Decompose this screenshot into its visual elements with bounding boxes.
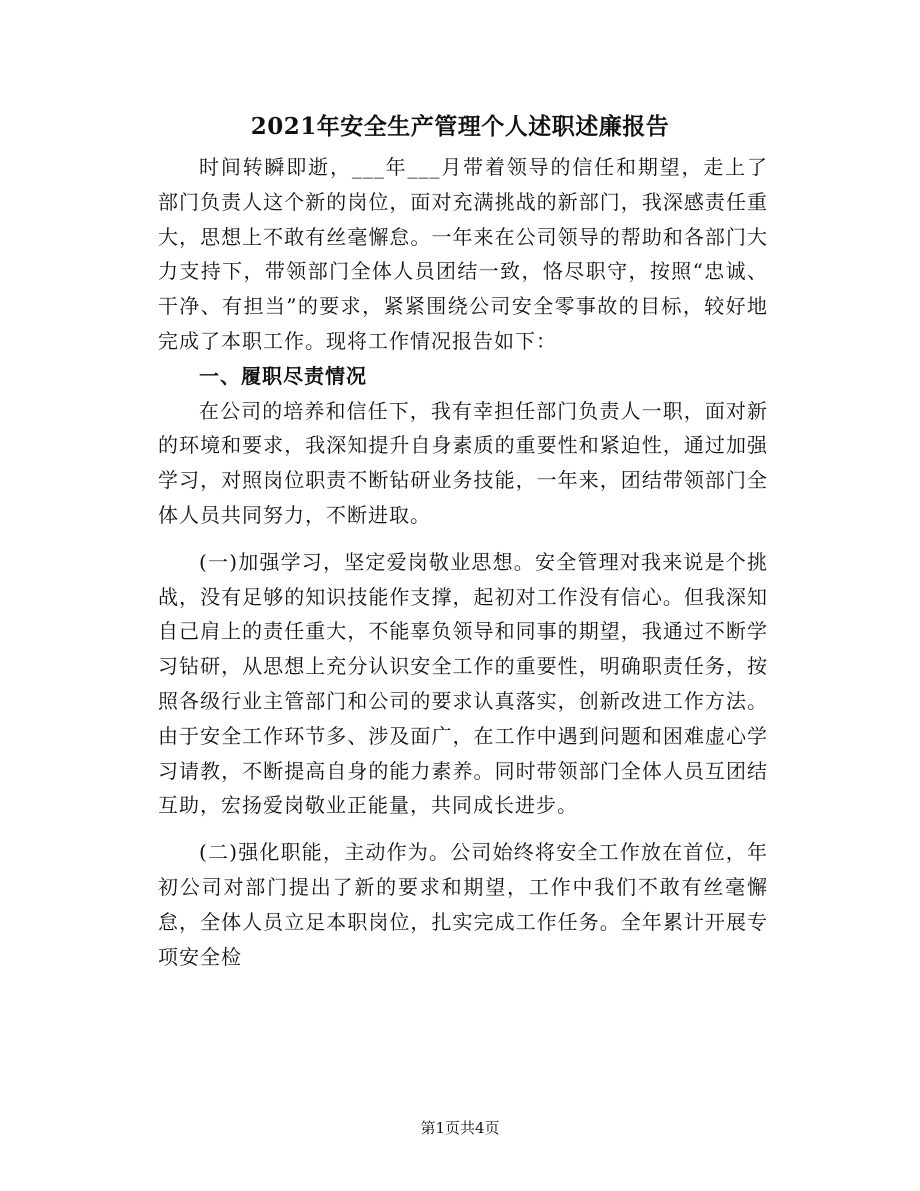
body-paragraph: (一)加强学习，坚定爱岗敬业思想。安全管理对我来说是个挑战，没有足够的知识技能作支撑，起初对工作没有信心。但我深知自己肩上的责任重大，不能辜负领导和同事的期望，我通过不断学习钻研，从思想上充分认识安全工作的重要性，明确职责任务，按照各级行业主管部门和公司的要求认真落实，创新改进工作方法。由于安全工作环节多、涉及面广，在工作中遇到问题和困难虚心学习请教，不断提高自身的能力素养。同时带领部门全体人员互团结互助，宏扬爱岗敬业正能量，共同成长进步。 bbox=[158, 549, 768, 818]
intro-paragraph: 时间转瞬即逝，___年___月带着领导的信任和期望，走上了部门负责人这个新的岗位，面对充满挑战的新部门，我深感责任重大，思想上不敢有丝毫懈怠。一年来在公司领导的帮助和各部门大力支持下，带领部门全体人员团结一致，恪尽职守，按照“忠诚、干净、有担当”的要求，紧紧围绕公司安全零事故的目标，较好地完成了本职工作。现将工作情况报告如下： bbox=[158, 155, 768, 353]
body-paragraph: (二)强化职能，主动作为。公司始终将安全工作放在首位，年初公司对部门提出了新的要求和期望，工作中我们不敢有丝毫懈怠，全体人员立足本职岗位，扎实完成工作任务。全年累计开展专项安全检 bbox=[158, 840, 768, 969]
body-paragraph: 在公司的培养和信任下，我有幸担任部门负责人一职，面对新的环境和要求，我深知提升自身素质的重要性和紧迫性，通过加强学习，对照岗位职责不断钻研业务技能，一年来，团结带领部门全体人员共同努力，不断进取。 bbox=[158, 398, 768, 527]
section-heading: 一、履职尽责情况 bbox=[199, 363, 367, 388]
page-number: 第1页共4页 bbox=[420, 1119, 500, 1137]
document-body bbox=[158, 150, 768, 974]
document-title: 2021年安全生产管理个人述职述廉报告 bbox=[250, 113, 670, 140]
